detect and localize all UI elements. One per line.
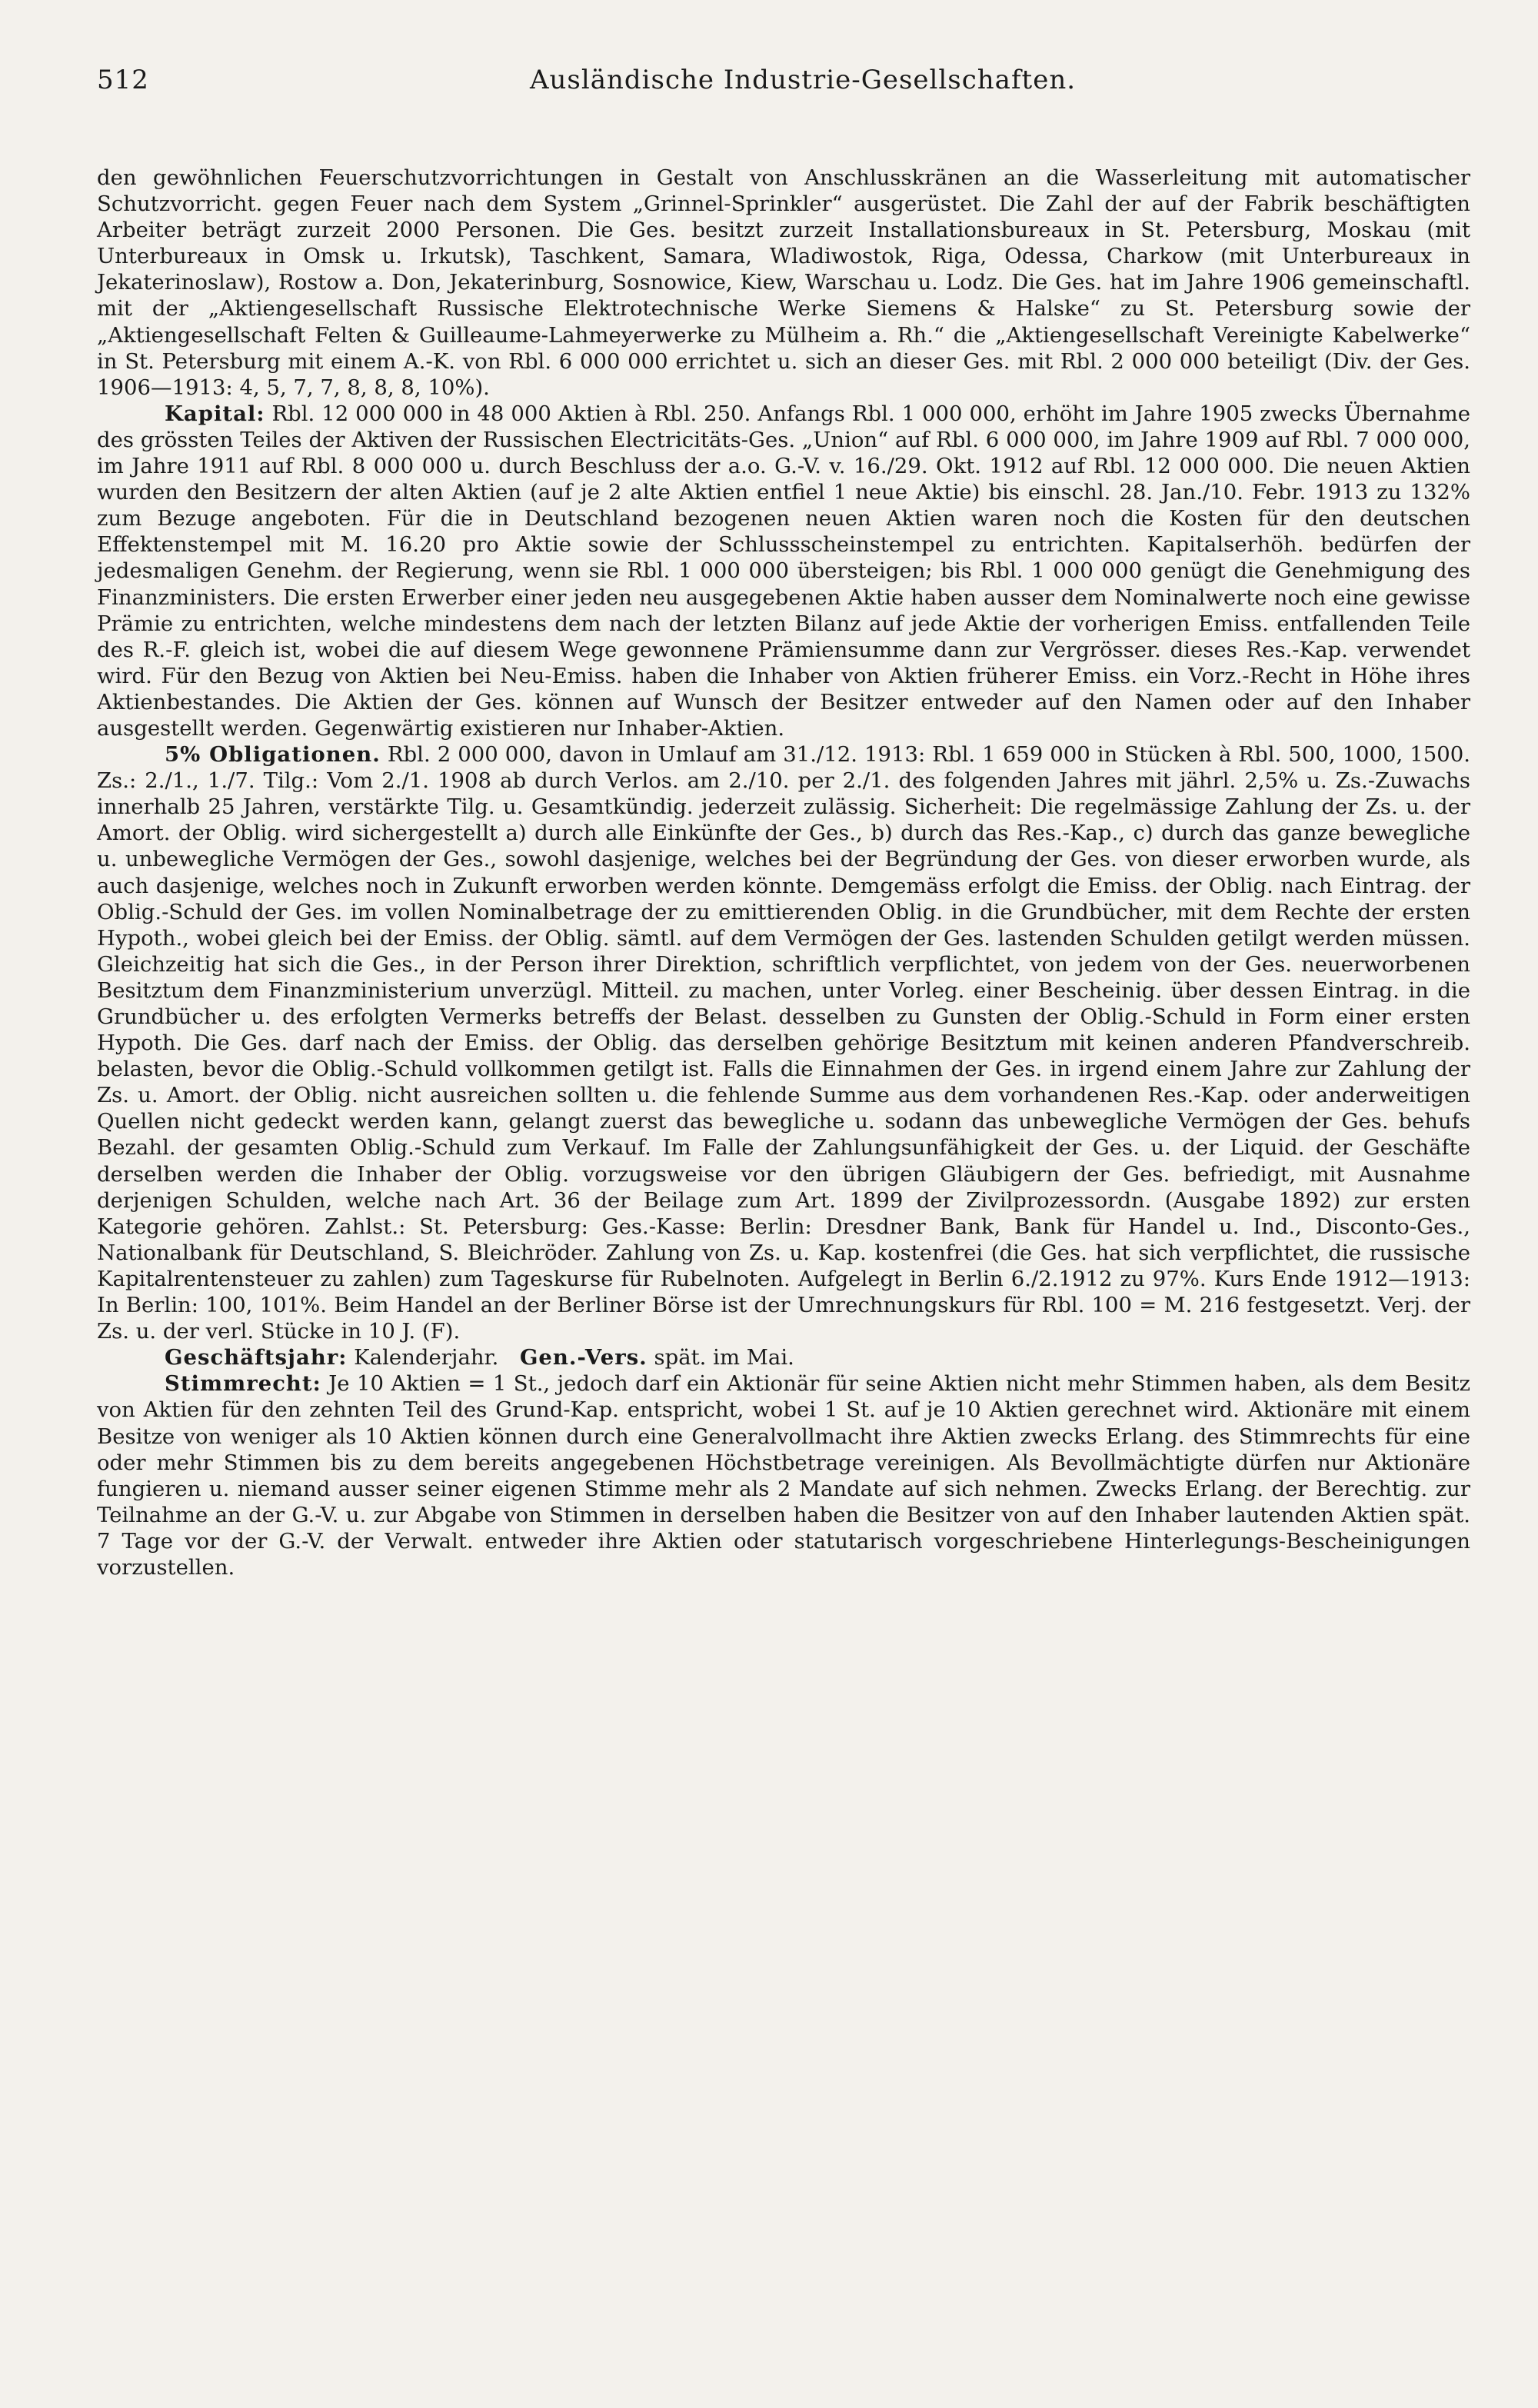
paragraph-fire-protection [97,165,1470,401]
section-heading-geschaeftsjahr: Geschäftsjahr: [165,1345,348,1371]
paragraph-kapital [97,401,1470,741]
section-heading-stimmrecht: Stimmrecht: [165,1371,321,1397]
section-heading-obligationen: 5% Obligationen. [165,742,381,768]
page-header [97,65,1470,118]
section-heading-kapital: Kapital: [165,401,265,426]
paragraph-text: spät. im Mai. [647,1345,794,1371]
paragraph-text: Rbl. 2 000 000, davon in Umlauf am 31./12. 1913: Rbl. 1 659 000 in Stücken à Rbl. 500, 1000, 1500. Zs.: 2./1., 1./7. Tilg.: Vom 2./1. 1908 ab durch Verlos. am 2./10. per 2./1. des folgenden Jahres mit jährl. 2,5% u. Zs.-Zuwachs innerhalb 25 Jahren, verstärkte Tilg. u. Gesamtkündig. jederzeit zulässig. Sicherheit: Die regelmässige Zahlung der Zs. u. der Amort. der Oblig. wird sichergestellt a) durch alle Einkünfte der Ges., b) durch das Res.-Kap., c) durch das ganze bewegliche u. unbewegliche Vermögen der Ges., sowohl dasjenige, welches bei der Begründung der Ges. von dieser erworben wurde, als auch dasjenige, welches noch in Zukunft erworben werden könnte. Demgemäss erfolgt die Emiss. der Oblig. nach Eintrag. der Oblig.-Schuld der Ges. im vollen Nominalbetrage der zu emittierenden Oblig. in die Grundbücher, mit dem Rechte der ersten Hypoth., wobei gleich bei der Emiss. der Oblig. sämtl. auf dem Vermögen der Ges. lastenden Schulden getilgt werden müssen. Gleichzeitig hat sich die Ges., in der Person ihrer Direktion, schriftlich verpflichtet, von jedem von der Ges. neuerworbenen Besitztum dem Finanzministerium unverzügl. Mitteil. zu machen, unter Vorleg. einer Bescheinig. über dessen Eintrag. in die Grundbücher u. des erfolgten Vermerks betreffs der Belast. desselben zu Gunsten der Oblig.-Schuld in Form einer ersten Hypoth. Die Ges. darf nach der Emiss. der Oblig. das derselben gehörige Besitztum mit keinen anderen Pfandverschreib. belasten, bevor die Oblig.-Schuld vollkommen getilgt ist. Falls die Einnahmen der Ges. in irgend einem Jahre zur Zahlung der Zs. u. Amort. der Oblig. nicht ausreichen sollten u. die fehlende Summe aus dem vorhandenen Res.-Kap. oder anderweitigen Quellen nicht gedeckt werden kann, gelangt zuerst das bewegliche u. sodann das unbewegliche Vermögen der Ges. behufs Bezahl. der gesamten Oblig.-Schuld zum Verkauf. Im Falle der Zahlungsunfähigkeit der Ges. u. der Liquid. der Geschäfte derselben werden die Inhaber der Oblig. vorzugsweise vor den übrigen Gläubigern der Ges. befriedigt, mit Ausnahme derjenigen Schulden, welche nach Art. 36 der Beilage zum Art. 1899 der Zivilprozessordn. (Ausgabe 1892) zur ersten Kategorie gehören. Zahlst.: St. Petersburg: Ges.-Kasse: Berlin: Dresdner Bank, Bank für Handel u. Ind., Disconto-Ges., Nationalbank für Deutschland, S. Bleichröder. Zahlung von Zs. u. Kap. kostenfrei (die Ges. hat sich verpflichtet, die russische Kapitalrentensteuer zu zahlen) zum Tageskurse für Rubelnoten. Aufgelegt in Berlin 6./2.1912 zu 97%. Kurs Ende 1912—1913: In Berlin: 100, 101%. Beim Handel an der Berliner Börse ist der Umrechnungskurs für Rbl. 100 = M. 216 festgesetzt. Verj. der Zs. u. der verl. Stücke in 10 J. (F). [97,742,1471,1344]
document-body [97,165,1470,1580]
paragraph-text: Kalenderjahr. [347,1345,499,1371]
paragraph-text: Je 10 Aktien = 1 St., jedoch darf ein Aktionär für seine Aktien nicht mehr Stimmen haben, als dem Besitz von Aktien für den zehnten Teil des Grund-Kap. entspricht, wobei 1 St. auf je 10 Aktien gerechnet wird. Aktionäre mit einem Besitze von weniger als 10 Aktien können durch eine Generalvollmacht ihre Aktien zwecks Erlang. des Stimmrechts für eine oder mehr Stimmen bis zu dem bereits angegebenen Höchstbetrage vereinigen. Als Bevollmächtigte dürfen nur Aktionäre fungieren u. niemand ausser seiner eigenen Stimme mehr als 2 Mandate auf sich nehmen. Zwecks Erlang. der Berechtig. zur Teilnahme an der G.-V. u. zur Abgabe von Stimmen in derselben haben die Besitzer von auf den Inhaber lautenden Aktien spät. 7 Tage vor der G.-V. der Verwalt. entweder ihre Aktien oder statutarisch vorgeschriebene Hinterlegungs-Bescheinigungen vorzustellen. [97,1371,1470,1580]
paragraph-text: Rbl. 12 000 000 in 48 000 Aktien à Rbl. 250. Anfangs Rbl. 1 000 000, erhöht im Jahre 1905 zwecks Übernahme des grössten Teiles der Aktiven der Russischen Electricitäts-Ges. „Union“ auf Rbl. 6 000 000, im Jahre 1909 auf Rbl. 7 000 000, im Jahre 1911 auf Rbl. 8 000 000 u. durch Beschluss der a.o. G.-V. v. 16./29. Okt. 1912 auf Rbl. 12 000 000. Die neuen Aktien wurden den Besitzern der alten Aktien (auf je 2 alte Aktien entfiel 1 neue Aktie) bis einschl. 28. Jan./10. Febr. 1913 zu 132% zum Bezuge angeboten. Für die in Deutschland bezogenen neuen Aktien waren noch die Kosten für den deutschen Effektenstempel mit M. 16.20 pro Aktie sowie der Schlussscheinstempel zu entrichten. Kapitalserhöh. bedürfen der jedesmaligen Genehm. der Regierung, wenn sie Rbl. 1 000 000 übersteigen; bis Rbl. 1 000 000 genügt die Genehmigung des Finanzministers. Die ersten Erwerber einer jeden neu ausgegebenen Aktie haben ausser dem Nominalwerte noch eine gewisse Prämie zu entrichten, welche mindestens dem nach der letzten Bilanz auf jede Aktie der vorherigen Emiss. entfallenden Teile des R.-F. gleich ist, wobei die auf diesem Wege gewonnene Prämiensumme dann zur Vergrösser. dieses Res.-Kap. verwendet wird. Für den Bezug von Aktien bei Neu-Emiss. haben die Inhaber von Aktien früherer Emiss. ein Vorz.-Recht in Höhe ihres Aktienbestandes. Die Aktien der Ges. können auf Wunsch der Besitzer entweder auf den Namen oder auf den Inhaber ausgestellt werden. Gegenwärtig existieren nur Inhaber-Aktien. [97,401,1470,741]
section-heading-gen-vers: Gen.-Vers. [519,1345,647,1371]
paragraph-obligationen [97,741,1470,1344]
running-title: Ausländische Industrie-Gesellschaften. [529,65,1077,95]
paragraph-stimmrecht [97,1371,1470,1580]
paragraph-text: den gewöhnlichen Feuerschutzvorrichtungen in Gestalt von Anschlusskränen an die Wasserleitung mit automatischer Schutzvorricht. gegen Feuer nach dem System „Grinnel-Sprinkler“ ausgerüstet. Die Zahl der auf der Fabrik beschäftigten Arbeiter beträgt zurzeit 2000 Personen. Die Ges. besitzt zurzeit Installationsbureaux in St. Petersburg, Moskau (mit Unterbureaux in Omsk u. Irkutsk), Taschkent, Samara, Wladiwostok, Riga, Odessa, Charkow (mit Unterbureaux in Jekaterinoslaw), Rostow a. Don, Jekaterinburg, Sosnowice, Kiew, Warschau u. Lodz. Die Ges. hat im Jahre 1906 gemeinschaftl. mit der „Aktiengesellschaft Russische Elektrotechnische Werke Siemens & Halske“ zu St. Petersburg sowie der „Aktiengesellschaft Felten & Guilleaume-Lahmeyerwerke zu Mülheim a. Rh.“ die „Aktiengesellschaft Vereinigte Kabelwerke“ in St. Petersburg mit einem A.-K. von Rbl. 6 000 000 errichtet u. sich an dieser Ges. mit Rbl. 2 000 000 beteiligt (Div. der Ges. 1906—1913: 4, 5, 7, 7, 8, 8, 8, 10%). [97,165,1470,400]
paragraph-geschaeftsjahr [97,1344,1470,1371]
page-number: 512 [97,65,149,95]
